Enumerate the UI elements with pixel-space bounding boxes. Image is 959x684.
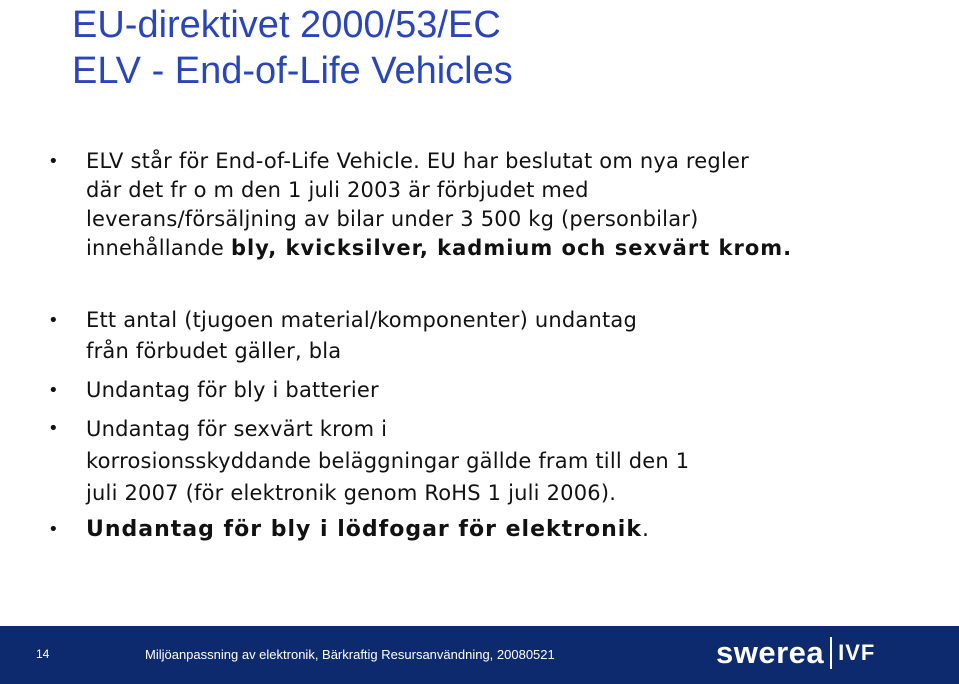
bullet-text-line: där det fr o m den 1 juli 2003 är förbjudet med [86, 178, 589, 202]
logo-wordmark: swerea [716, 635, 825, 670]
bullet-marker: • [48, 519, 59, 540]
bullet-text-line: leverans/försäljning av bilar under 3 500 kg (personbilar) [86, 207, 699, 231]
bullet-chromium-coatings [48, 413, 936, 509]
logo-subbrand: IVF [838, 640, 876, 665]
bullet-lead-batteries [48, 375, 936, 406]
bullet-text-normal: innehållande [86, 236, 231, 260]
bullet-marker: • [48, 418, 59, 439]
bullet-text-line: Ett antal (tjugoen material/komponenter) undantag [86, 308, 638, 332]
bullet-marker: • [48, 310, 59, 331]
logo-divider [830, 637, 832, 669]
slide-title-line-2: ELV - End-of-Life Vehicles [72, 50, 513, 92]
bullet-elv-definition [48, 147, 936, 263]
bullet-text-line: ELV står för End-of-Life Vehicle. EU har beslutat om nya regler [86, 149, 749, 173]
bullet-text-line: juli 2007 (för elektronik genom RoHS 1 juli 2006). [86, 481, 617, 505]
bullet-text-line: korrosionsskyddande beläggningar gällde fram till den 1 [86, 449, 690, 473]
bullet-lead-solder [48, 514, 936, 545]
footer-bar [0, 626, 959, 684]
bullet-text-line: Undantag för sexvärt krom i [86, 417, 388, 441]
bullet-text-line: Undantag för bly i batterier [86, 378, 379, 402]
bullet-text-bold: Undantag för bly i lödfogar för elektronik [86, 517, 642, 542]
bullet-text-normal: . [641, 517, 650, 542]
slide-title [72, 2, 942, 94]
bullet-text-line: från förbudet gäller, bla [86, 339, 342, 363]
bullet-exemptions [48, 305, 936, 367]
bullet-text-line [86, 514, 936, 545]
bullet-text-line [86, 234, 936, 263]
slide-number: 14 [36, 647, 50, 661]
bullet-marker: • [48, 151, 59, 172]
bullet-text-bold: bly, kvicksilver, kadmium och sexvärt krom. [230, 236, 793, 260]
slide-title-line-1: EU-direktivet 2000/53/EC [72, 4, 501, 46]
bullet-marker: • [48, 380, 59, 401]
swerea-ivf-logo [716, 633, 875, 673]
footer-caption: Miljöanpassning av elektronik, Bärkraftig Resursanvändning, 20080521 [145, 647, 555, 662]
